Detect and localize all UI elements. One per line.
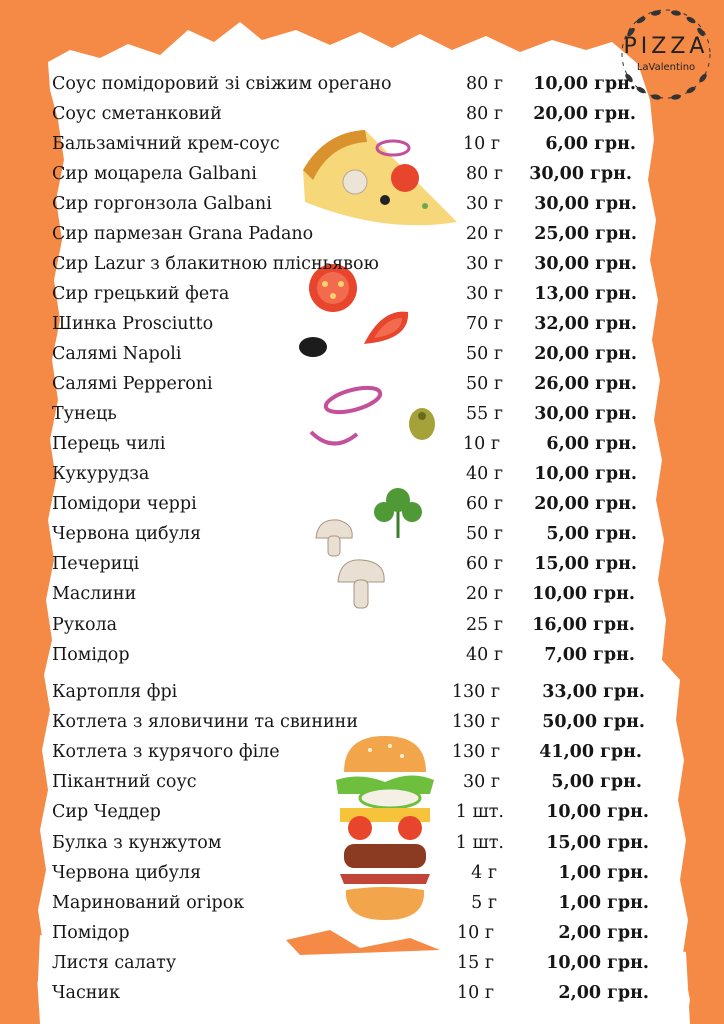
item-name: Тунець (52, 404, 117, 424)
item-name: Соус помідоровий зі свіжим орегано (52, 74, 392, 94)
item-name: Сир горгонзола Galbani (52, 194, 272, 214)
menu-item (0, 889, 724, 919)
menu-item (0, 160, 724, 190)
menu-item (0, 738, 724, 768)
menu-item (0, 949, 724, 979)
item-name: Сир моцарела Galbani (52, 164, 257, 184)
item-name: Рукола (52, 615, 118, 635)
menu-item (0, 520, 724, 550)
item-price: 10,00 грн. (533, 74, 636, 94)
item-name: Шинка Prosciutto (52, 314, 214, 334)
item-weight: 10 г (457, 983, 494, 1003)
menu-item (0, 70, 724, 100)
menu-item (0, 979, 724, 1009)
item-price: 30,00 грн. (534, 404, 637, 424)
menu-item (0, 400, 724, 430)
item-price: 25,00 грн. (534, 224, 637, 244)
menu-item (0, 768, 724, 798)
item-weight: 60 г (466, 494, 503, 514)
item-weight: 20 г (466, 224, 503, 244)
item-name: Маслини (52, 584, 137, 604)
item-price: 10,00 грн. (546, 953, 649, 973)
menu-item (0, 798, 724, 828)
item-price: 6,00 грн. (545, 134, 636, 154)
item-name: Кукурудза (52, 464, 150, 484)
item-name: Помідор (52, 645, 130, 665)
item-name: Перець чилі (52, 434, 166, 454)
item-name: Листя салату (52, 953, 177, 973)
item-price: 15,00 грн. (546, 833, 649, 853)
item-price: 33,00 грн. (542, 682, 645, 702)
menu-item (0, 430, 724, 460)
item-weight: 40 г (466, 464, 503, 484)
item-name: Сир пармезан Grana Padano (52, 224, 314, 244)
item-name: Сир Чеддер (52, 802, 161, 822)
item-name: Котлета з курячого філе (52, 742, 280, 762)
item-price: 5,00 грн. (546, 524, 637, 544)
menu-item (0, 190, 724, 220)
item-price: 1,00 грн. (558, 893, 649, 913)
menu-item (0, 641, 724, 671)
item-name: Пікантний соус (52, 772, 197, 792)
item-price: 41,00 грн. (539, 742, 642, 762)
item-name: Котлета з яловичини та свинини (52, 712, 359, 732)
item-weight: 80 г (466, 104, 503, 124)
item-weight: 50 г (466, 524, 503, 544)
item-price: 16,00 грн. (532, 615, 635, 635)
item-price: 20,00 грн. (534, 494, 637, 514)
item-price: 10,00 грн. (532, 584, 635, 604)
item-name: Сир Lazur з блакитною плісньявою (52, 254, 379, 274)
item-price: 7,00 грн. (544, 645, 635, 665)
item-weight: 10 г (463, 134, 500, 154)
item-weight: 1 шт. (455, 802, 504, 822)
menu-item (0, 130, 724, 160)
item-weight: 10 г (457, 923, 494, 943)
item-weight: 25 г (466, 615, 503, 635)
menu-item (0, 280, 724, 310)
item-price: 15,00 грн. (534, 554, 637, 574)
item-weight: 80 г (466, 164, 503, 184)
menu-item (0, 490, 724, 520)
menu-item (0, 250, 724, 280)
menu-item (0, 859, 724, 889)
item-weight: 80 г (466, 74, 503, 94)
menu-item (0, 708, 724, 738)
item-weight: 20 г (466, 584, 503, 604)
item-weight: 1 шт. (455, 833, 504, 853)
item-name: Маринований огірок (52, 893, 245, 913)
item-weight: 10 г (463, 434, 500, 454)
item-weight: 130 г (451, 682, 500, 702)
item-name: Картопля фрі (52, 682, 178, 702)
menu-item (0, 460, 724, 490)
item-price: 30,00 грн. (534, 194, 637, 214)
item-price: 30,00 грн. (534, 254, 637, 274)
item-name: Булка з кунжутом (52, 833, 222, 853)
item-name: Часник (52, 983, 121, 1003)
item-weight: 30 г (466, 284, 503, 304)
menu-item (0, 550, 724, 580)
menu-item (0, 100, 724, 130)
item-name: Помідори черрі (52, 494, 197, 514)
item-name: Соус сметанковий (52, 104, 222, 124)
item-weight: 30 г (463, 772, 500, 792)
item-name: Червона цибуля (52, 863, 202, 883)
item-price: 2,00 грн. (558, 923, 649, 943)
menu-item (0, 580, 724, 610)
menu-item (0, 919, 724, 949)
item-weight: 40 г (466, 645, 503, 665)
item-weight: 30 г (466, 194, 503, 214)
menu-item (0, 340, 724, 370)
item-price: 2,00 грн. (558, 983, 649, 1003)
item-price: 10,00 грн. (534, 464, 637, 484)
item-price: 26,00 грн. (534, 374, 637, 394)
item-weight: 70 г (466, 314, 503, 334)
item-price: 6,00 грн. (546, 434, 637, 454)
item-name: Бальзамічний крем-соус (52, 134, 280, 154)
item-name: Помідор (52, 923, 130, 943)
item-price: 10,00 грн. (546, 802, 649, 822)
item-weight: 5 г (471, 893, 497, 913)
item-weight: 130 г (451, 712, 500, 732)
item-price: 50,00 грн. (542, 712, 645, 732)
item-name: Червона цибуля (52, 524, 202, 544)
item-weight: 130 г (451, 742, 500, 762)
menu-item (0, 370, 724, 400)
item-name: Сир грецький фета (52, 284, 230, 304)
item-price: 5,00 грн. (551, 772, 642, 792)
item-weight: 50 г (466, 344, 503, 364)
menu-item (0, 829, 724, 859)
menu-item (0, 611, 724, 641)
item-price: 30,00 грн. (529, 164, 632, 184)
item-name: Салямі Napoli (52, 344, 182, 364)
item-price: 20,00 грн. (533, 104, 636, 124)
item-price: 13,00 грн. (534, 284, 637, 304)
item-weight: 4 г (471, 863, 497, 883)
item-name: Печериці (52, 554, 140, 574)
item-price: 32,00 грн. (534, 314, 637, 334)
logo-title: PIZZA (623, 34, 709, 59)
item-weight: 15 г (457, 953, 494, 973)
item-weight: 50 г (466, 374, 503, 394)
menu-item (0, 310, 724, 340)
item-weight: 30 г (466, 254, 503, 274)
item-weight: 60 г (466, 554, 503, 574)
menu-item (0, 220, 724, 250)
item-price: 1,00 грн. (558, 863, 649, 883)
item-name: Салямі Pepperoni (52, 374, 213, 394)
menu-item (0, 678, 724, 708)
item-price: 20,00 грн. (534, 344, 637, 364)
item-weight: 55 г (466, 404, 503, 424)
logo-subtitle: LaValentino (636, 62, 696, 73)
